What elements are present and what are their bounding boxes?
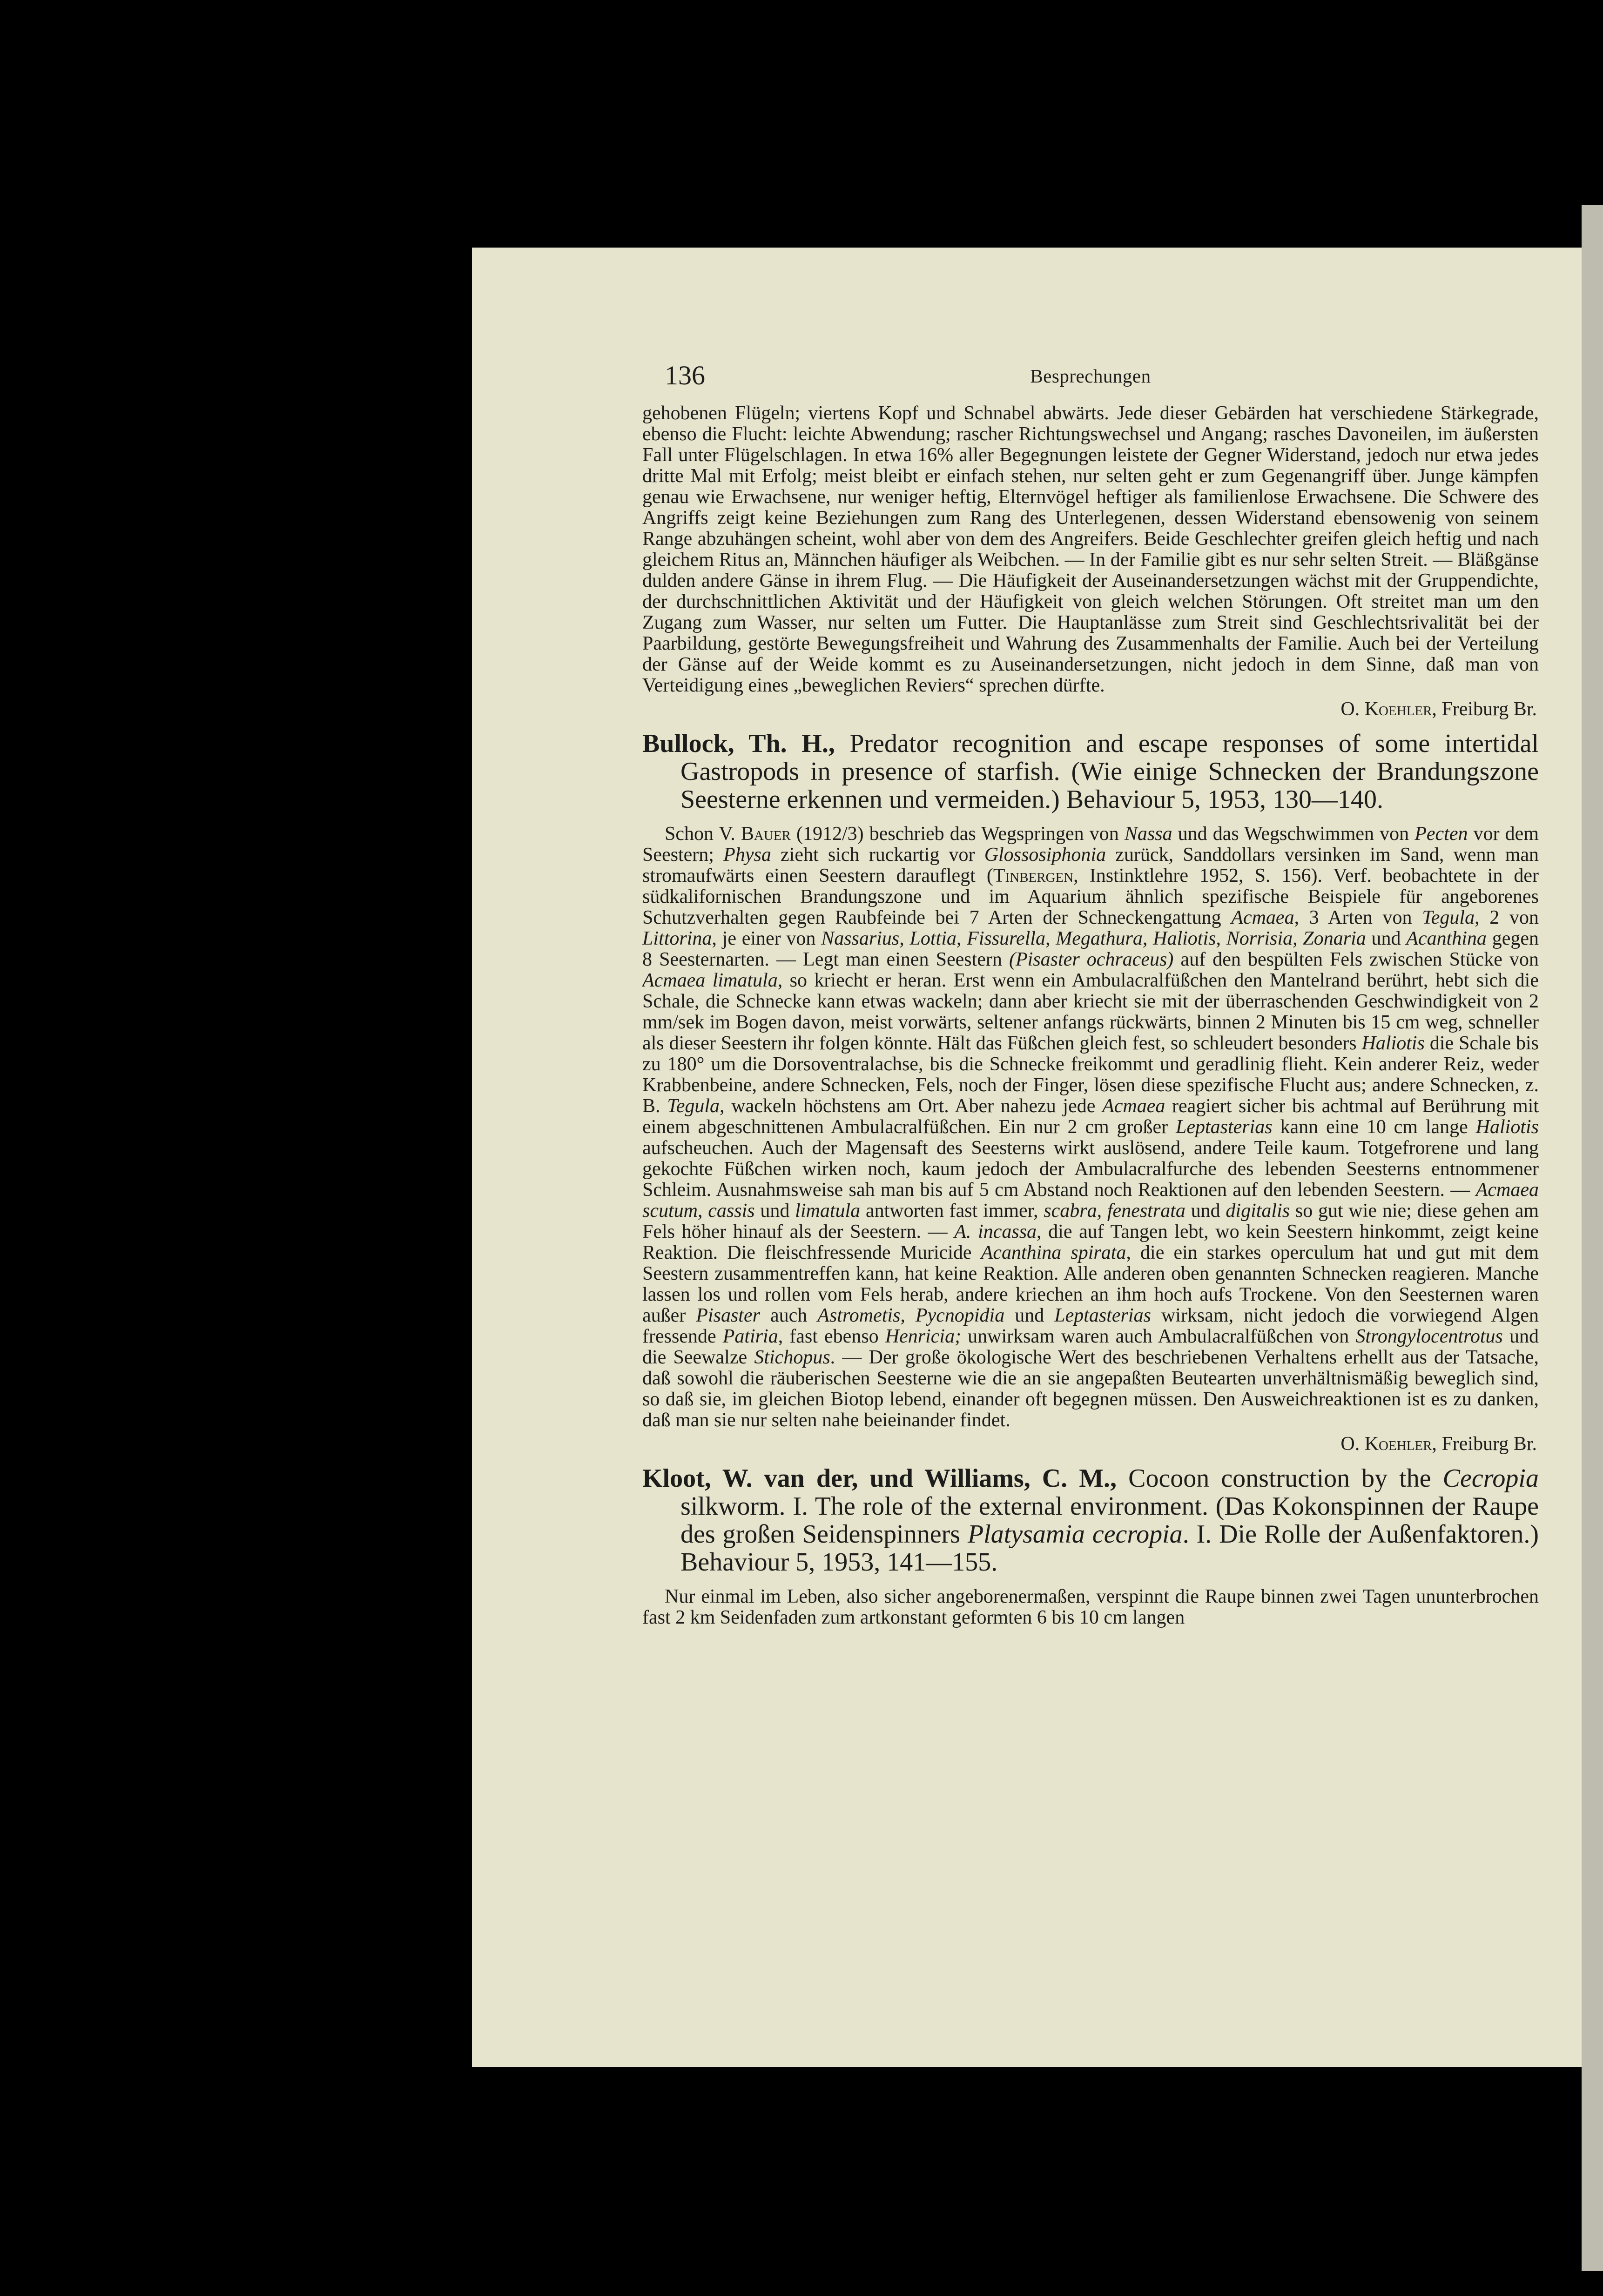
page-content [642,361,1539,2055]
review-3-authors: Kloot, W. van der, und Williams, C. M., [642,1464,1117,1493]
review-2-authors: Bullock, Th. H., [642,729,835,758]
review-2-signature [642,1433,1537,1455]
review-2-heading [642,730,1539,813]
running-head: Besprechungen [1030,365,1151,387]
review-3-body: Nur einmal im Leben, also sicher angeborenermaßen, verspinnt die Raupe binnen zwei Tagen ununterbrochen fast 2 km Seidenfaden zum artkonstant geformten 6 bis 10 cm langen [642,1586,1539,1628]
review-1-paragraph: gehobenen Flügeln; viertens Kopf und Schnabel abwärts. Jede dieser Gebärden hat verschiedene Stärkegrade, ebenso die Flucht: leichte Abwendung; rascher Richtungswechsel und Angang; rasches Davoneilen, im äußersten Fall unter Flügelschlagen. In etwa 16% aller Begegnungen leistete der Gegner Widerstand, jedoch nur etwa jedes dritte Mal mit Erfolg; meist bleibt er einfach stehen, nur selten geht er zum Gegenangriff über. Junge kämpfen genau wie Erwachsene, nur weniger heftig, Elternvögel heftiger als familienlose Erwachsene. Die Schwere des Angriffs zeigt keine Beziehungen zum Rang des Unterlegenen, dessen Widerstand ebensowenig von seinem Range abzuhängen scheint, wohl aber von dem des Angreifers. Beide Geschlechter greifen gleich heftig und nach gleichem Ritus an, Männchen häufiger als Weibchen. — In der Familie gibt es nur sehr selten Streit. — Bläßgänse dulden andere Gänse in ihrem Flug. — Die Häufigkeit der Auseinandersetzungen wächst mit der Gruppendichte, der durchschnittlichen Aktivität und der Häufigkeit von gleich welchen Störungen. Oft streitet man um den Zugang zum Wasser, nur selten um Futter. Die Hauptanlässe zum Streit sind Geschlechtsrivalität bei der Paarbildung, gestörte Bewegungsfreiheit und Wahrung des Zusammenhalts der Familie. Auch bei der Verteilung der Gänse auf der Weide kommt es zu Auseinandersetzungen, nicht jedoch in dem Sinne, daß man von Verteidigung eines „beweglichen Reviers“ sprechen dürfte. [642,403,1539,696]
review-2-body: Schon V. Bauer (1912/3) beschrieb das Wegspringen von Nassa und das Wegschwimmen von Pecten vor dem Seestern; Physa zieht sich ruckartig vor Glossosiphonia zurück, Sanddollars versinken im Sand, wenn man stromaufwärts einen Seestern darauflegt (Tinbergen, Instinktlehre 1952, S. 156). Verf. beobachtete in der südkalifornischen Brandungszone und im Aquarium ähnlich spezifische Beispiele für angeborenes Schutzverhalten gegen Raubfeinde bei 7 Arten der Schneckengattung Acmaea, 3 Arten von Tegula, 2 von Littorina, je einer von Nassarius, Lottia, Fissurella, Megathura, Haliotis, Norrisia, Zonaria und Acanthina gegen 8 Seesternarten. — Legt man einen Seestern (Pisaster ochraceus) auf den bespülten Fels zwischen Stücke von Acmaea limatula, so kriecht er heran. Erst wenn ein Ambulacralfüßchen den Mantelrand berührt, hebt sich die Schale, die Schnecke kann etwas wackeln; dann aber kriecht sie mit der überraschenden Geschwindigkeit von 2 mm/sek im Bogen davon, meist vorwärts, seltener anfangs rückwärts, binnen 2 Minuten bis 15 cm weg, schneller als dieser Seestern ihr folgen könnte. Hält das Füßchen gleich fest, so schleudert besonders Haliotis die Schale bis zu 180° um die Dorsoventralachse, bis die Schnecke freikommt und geradlinig flieht. Kein anderer Reiz, weder Krabbenbeine, andere Schnecken, Fels, noch der Finger, lösen diese spezifische Flucht aus; andere Schnecken, z. B. Tegula, wackeln höchstens am Ort. Aber nahezu jede Acmaea reagiert sicher bis achtmal auf Berührung mit einem abgeschnittenen Ambulacralfüßchen. Ein nur 2 cm großer Leptasterias kann eine 10 cm lange Haliotis aufscheuchen. Auch der Magensaft des Seesterns wirkt auslösend, andere Teile kaum. Totgefrorene und lang gekochte Füßchen wirken noch, kaum jedoch der Ambulacralfurche des lebenden Seesterns entnommener Schleim. Ausnahmsweise sah man bis auf 5 cm Abstand noch Reaktionen auf den lebenden Seestern. — Acmaea scutum, cassis und limatula antworten fast immer, scabra, fenestrata und digitalis so gut wie nie; diese gehen am Fels höher hinauf als der Seestern. — A. incassa, die auf Tangen lebt, wo kein Seestern hinkommt, zeigt keine Reaktion. Die fleischfressende Muricide Acanthina spirata, die ein starkes operculum hat und gut mit dem Seestern zusammentreffen kann, hat keine Reaktion. Alle anderen oben genannten Schnecken reagieren. Manche lassen los und rollen vom Fels herab, andere kriechen an ihm hoch aufs Trockene. Von den Seesternen waren außer Pisaster auch Astrometis, Pycnopidia und Leptasterias wirksam, nicht jedoch die vorwiegend Algen fressende Patiria, fast ebenso Henricia; unwirksam waren auch Ambulacralfüßchen von Strongylocentrotus und die Seewalze Stichopus. — Der große ökologische Wert des beschriebenen Verhaltens erhellt aus der Tatsache, daß sowohl die räuberischen Seesterne wie die an sie angepaßten Beutearten unverhältnismäßig beweglich sind, so daß sie, im gleichen Biotop lebend, einander oft begegnen müssen. Den Ausweichreaktionen ist es zu danken, daß man sie nur selten nahe beieinander findet. [642,823,1539,1431]
scanned-page [472,248,1582,2067]
reviewer-name: O. Koehler [1340,1433,1432,1455]
review-1-signature [642,698,1537,720]
page-number: 136 [665,361,705,390]
review-3-heading: Kloot, W. van der, und Williams, C. M., Cocoon construction by the Cecropia silkworm. I. The role of the external environment. (Das Kokonspinnen der Raupe des großen Seidenspinners Platysamia cecropia. I. Die Rolle der Außenfaktoren.) Behaviour 5, 1953, 141—155. [642,1464,1539,1577]
review-2-citation: Predator recognition and escape responses of some intertidal Gastropods in presence of starfish. (Wie einige Schnecken der Brandungszone Seesterne erkennen und vermeiden.) Behaviour 5, 1953, 130—140. [680,729,1539,814]
reviewer-name: O. Koehler [1340,698,1432,720]
reviewer-place: , Freiburg Br. [1432,698,1537,720]
reviewer-place: , Freiburg Br. [1432,1433,1537,1455]
page-header [642,361,1539,390]
adjacent-page-edge [1582,205,1603,2271]
